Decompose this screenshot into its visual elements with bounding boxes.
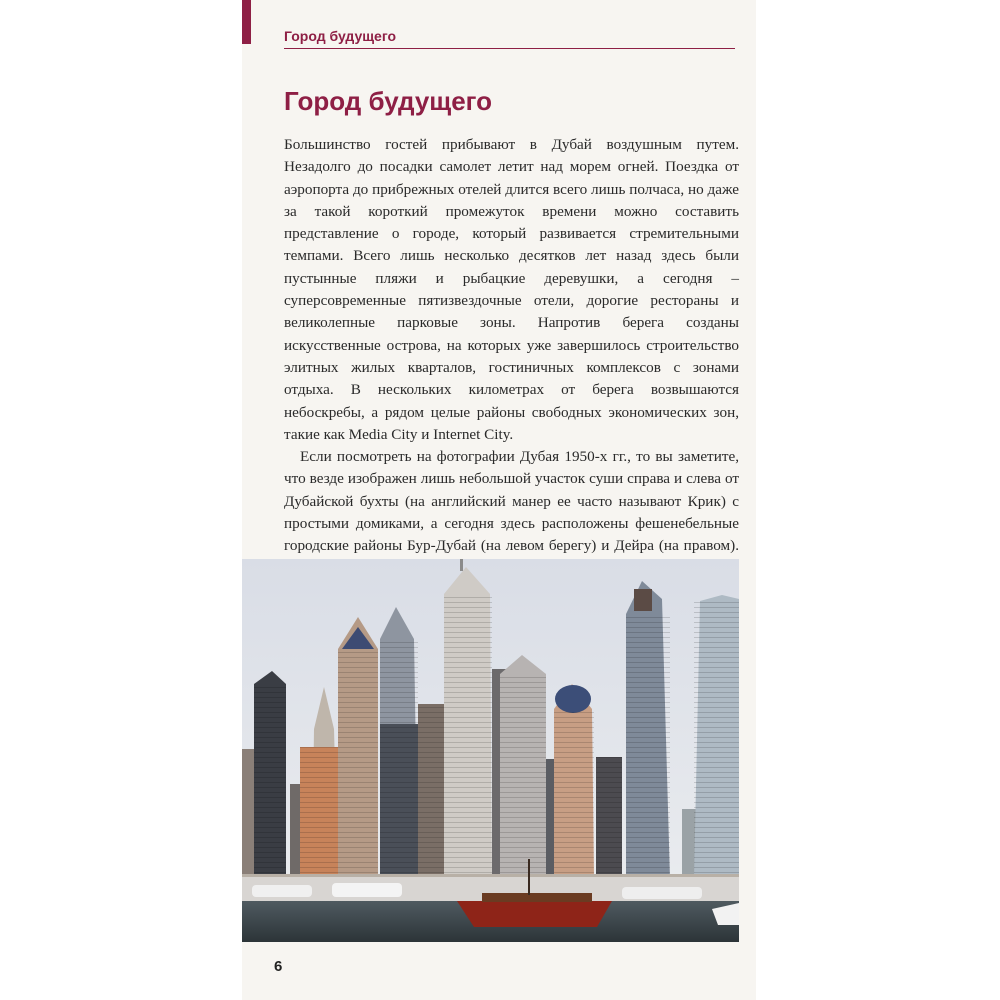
page-number: 6 xyxy=(274,958,283,975)
running-header: Город будущего xyxy=(284,28,397,44)
header-rule xyxy=(284,48,735,49)
paragraph-1: Большинство гостей прибывают в Дубай воздушным путем. Незадолго до посадки самолет летит над морем огней. Поездка от аэропорта до прибрежных отелей длится всего лишь полчаса, но даже за такой короткий промежуток времени можно составить представление о городе, который развивается стремительными темпами. Всего лишь несколько десятков лет назад здесь были пустынные пляжи и рыбацкие деревушки, а сегодня – суперсовременные пятизвездочные отели, дорогие рестораны и великолепные парковые зоны. Напротив берега созданы искусственные острова, на которых уже завершилось строительство элитных жилых кварталов, гостиничных комплексов с зонами отдыха. В нескольких километрах от берега возвышаются небоскребы, а рядом целые районы свободных экономических зон, такие как Media City и Internet City. xyxy=(284,136,739,443)
article-body xyxy=(284,134,739,625)
dubai-marina-skyline-photo xyxy=(242,559,739,942)
chapter-title: Город будущего xyxy=(284,86,493,116)
chapter-accent-bar xyxy=(242,0,251,44)
paragraph-2: Если посмотреть на фотографии Дубая 1950-х гг., то вы заметите, что везде изображен лишь небольшой участок суши справа и слева от Дубайской бухты (на английский манер ее часто называют Крик) с простыми домиками, а сегодня здесь расположены фешенебельные городские районы Бур-Дубай (на левом берегу) и Дейра (на правом). xyxy=(284,448,739,555)
